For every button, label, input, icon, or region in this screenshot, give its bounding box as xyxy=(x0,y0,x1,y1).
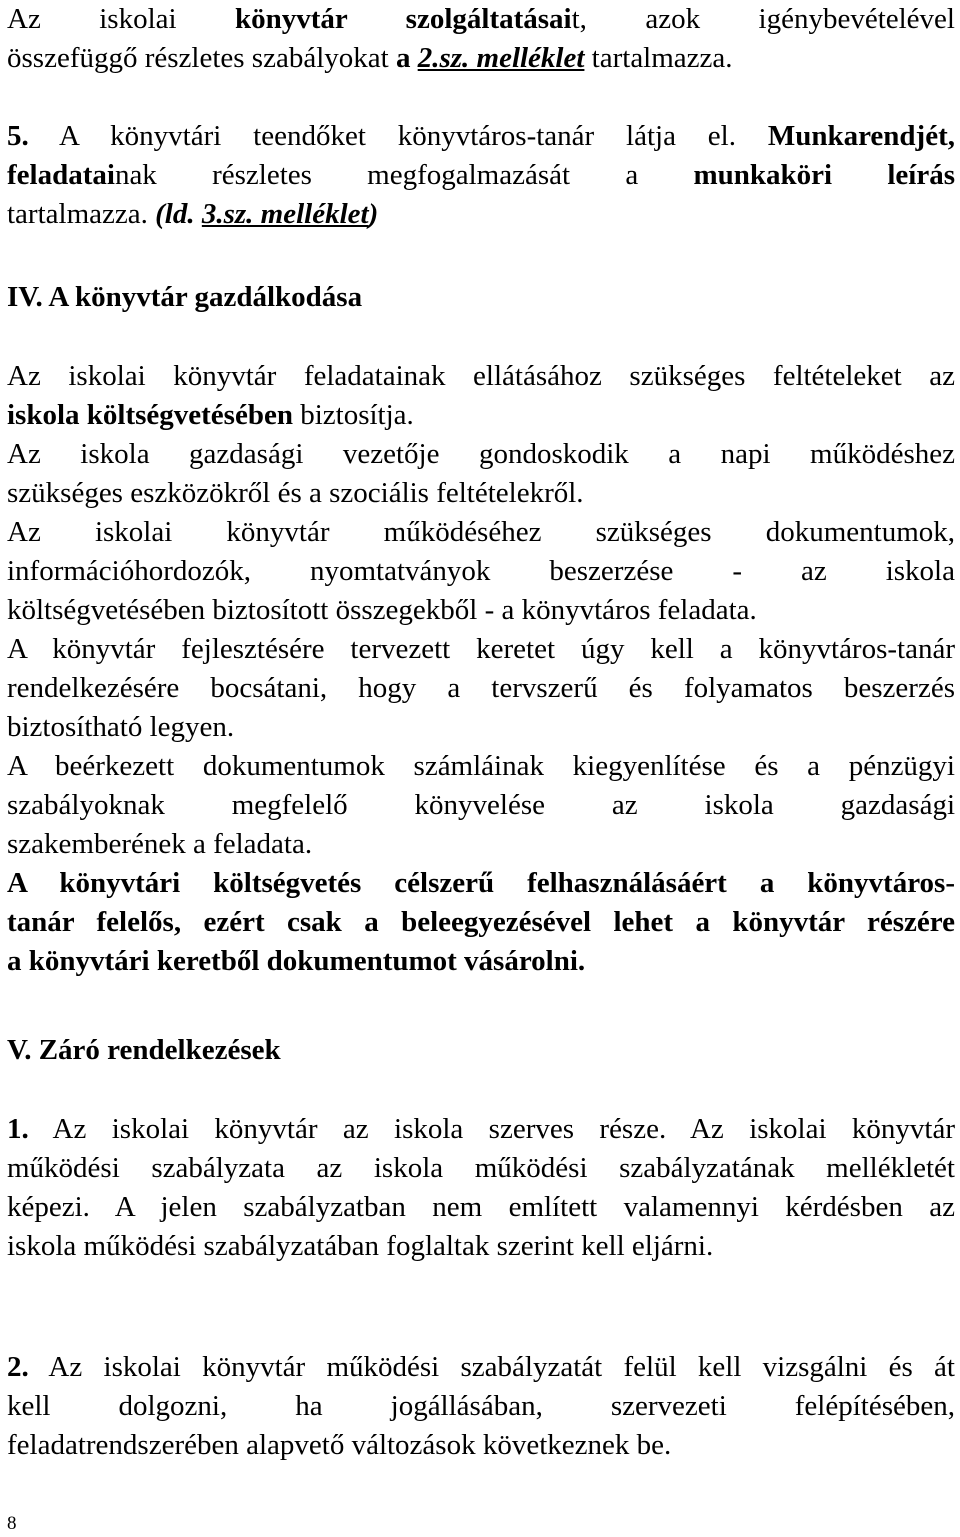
text-line: kell dolgozni, ha jogállásában, szervezeti felépítésében, xyxy=(7,1390,955,1422)
text-line: 1. Az iskolai könyvtár az iskola szerves része. Az iskolai könyvtár xyxy=(7,1113,955,1145)
text-line: rendelkezésére bocsátani, hogy a tervszerű és folyamatos beszerzés xyxy=(7,672,955,704)
text-line: Az iskolai könyvtár működéséhez szükséges dokumentumok, xyxy=(7,516,955,548)
text-line: szakemberének a feladata. xyxy=(7,828,313,860)
section-iv-heading xyxy=(7,278,955,317)
text-line: feladatrendszerében alapvető változások következnek be. xyxy=(7,1429,672,1461)
page-number: 8 xyxy=(7,1513,17,1534)
point-number: 5. xyxy=(7,120,29,152)
text-line: feladatainak részletes megfogalmazását a munkaköri leírás xyxy=(7,159,955,191)
text-line: iskola költségvetésében biztosítja. xyxy=(7,399,414,431)
text-line: Az iskola gazdasági vezetője gondoskodik a napi működéshez xyxy=(7,438,955,470)
text-line: 2. Az iskolai könyvtár működési szabályzatát felül kell vizsgálni és át xyxy=(7,1351,955,1383)
text-line: költségvetésében biztosított összegekből - a könyvtáros feladata. xyxy=(7,594,757,626)
text-line: működési szabályzata az iskola működési szabályzatának mellékletét xyxy=(7,1152,955,1184)
text-line: információhordozók, nyomtatványok beszerzése - az iskola xyxy=(7,555,955,587)
bold-text-line: tanár felelős, ezért csak a beleegyezésével lehet a könyvtár részére xyxy=(7,906,955,938)
item-number: 2. xyxy=(7,1351,29,1383)
text-line: szükséges eszközökről és a szociális feltételekről. xyxy=(7,477,584,509)
bold-text-line: a könyvtári keretből dokumentumot vásárolni. xyxy=(7,945,586,977)
text-line: Az iskolai könyvtár szolgáltatásait, azok igénybevételével xyxy=(7,3,955,35)
paragraph-point-5 xyxy=(7,117,955,234)
text-line: Az iskolai könyvtár feladatainak ellátásához szükséges feltételeket az xyxy=(7,360,955,392)
appendix-reference: 3.sz. melléklet xyxy=(201,198,369,230)
text-line: A beérkezett dokumentumok számláinak kiegyenlítése és a pénzügyi xyxy=(7,750,955,782)
text-line: 5. A könyvtári teendőket könyvtáros-tanár látja el. Munkarendjét, xyxy=(7,120,955,152)
text-line: szabályoknak megfelelő könyvelése az iskola gazdasági xyxy=(7,789,955,821)
text-line: A könyvtár fejlesztésére tervezett keretet úgy kell a könyvtáros-tanár xyxy=(7,633,955,665)
section-v-item-2 xyxy=(7,1348,955,1465)
appendix-reference: 2.sz. melléklet xyxy=(417,42,585,74)
text-line: összefüggő részletes szabályokat a 2.sz. melléklet tartalmazza. xyxy=(7,42,733,74)
text-line: iskola működési szabályzatában foglaltak szerint kell eljárni. xyxy=(7,1230,714,1262)
section-heading: V. Záró rendelkezések xyxy=(7,1034,281,1066)
text-line: biztosítható legyen. xyxy=(7,711,235,743)
text-line: képezi. A jelen szabályzatban nem említett valamennyi kérdésben az xyxy=(7,1191,955,1223)
text-line: tartalmazza. (ld. 3.sz. melléklet) xyxy=(7,198,379,230)
section-heading: IV. A könyvtár gazdálkodása xyxy=(7,281,363,313)
section-v-heading xyxy=(7,1031,955,1070)
section-iv-body xyxy=(7,357,955,981)
bold-text-line: A könyvtári költségvetés célszerű felhasználásáért a könyvtáros- xyxy=(7,867,955,899)
section-v-item-1 xyxy=(7,1110,955,1266)
paragraph-library-services xyxy=(7,0,955,78)
item-number: 1. xyxy=(7,1113,29,1145)
